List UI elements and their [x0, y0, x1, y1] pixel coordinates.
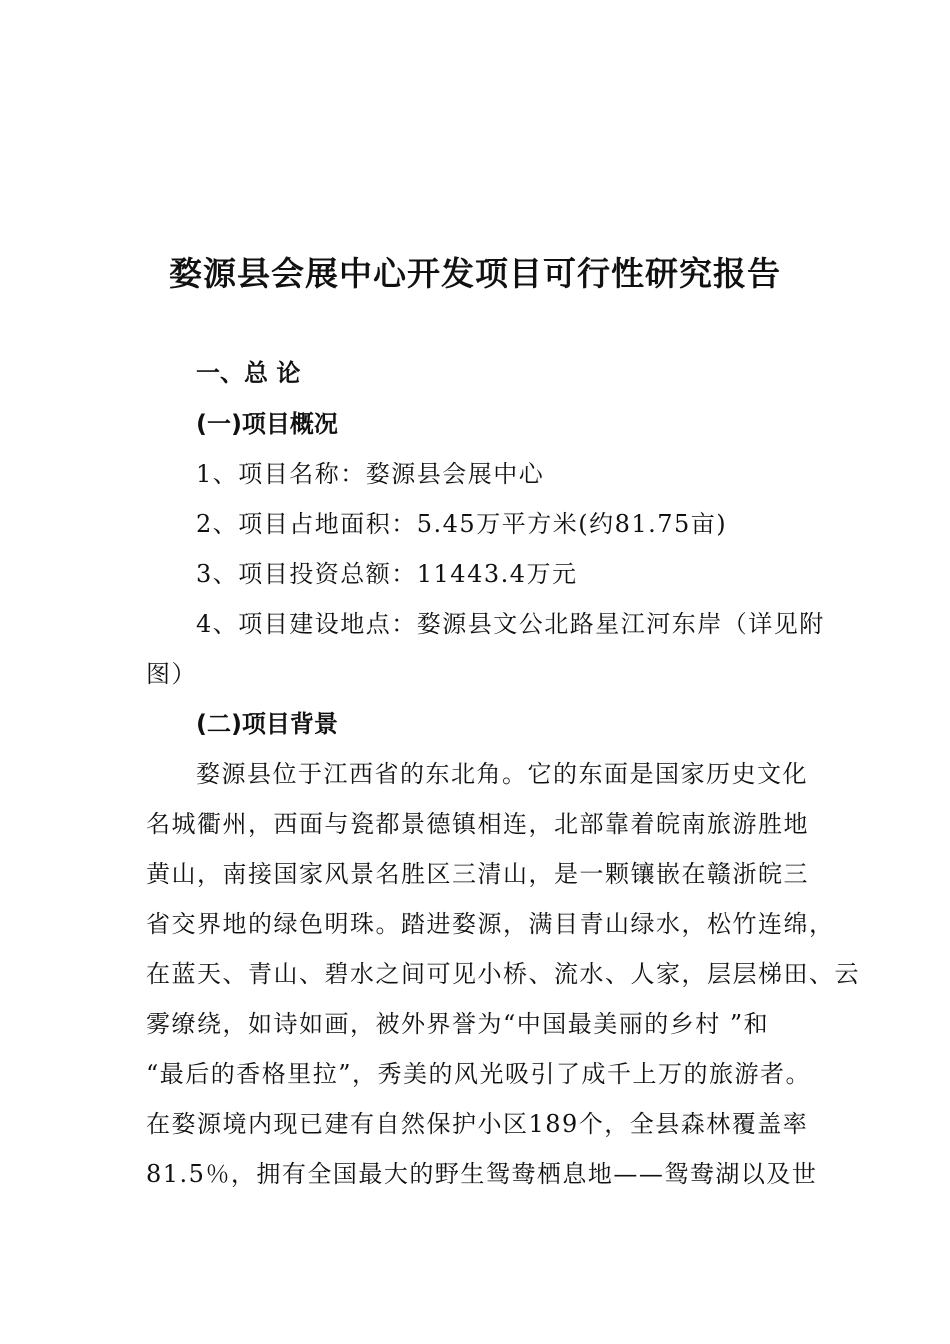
overview-item-location-cont: 图） — [146, 660, 197, 688]
background-paragraph-line: 雾缭绕，如诗如画，被外界誉为“中国最美丽的乡村 ”和 — [146, 1010, 770, 1038]
background-paragraph-line: “最后的香格里拉”，秀美的风光吸引了成千上万的旅游者。 — [146, 1060, 812, 1088]
subsection-heading-background: (二)项目背景 — [196, 710, 338, 738]
overview-item-name: 1、项目名称：婺源县会展中心 — [196, 460, 545, 488]
background-paragraph-line: 黄山，南接国家风景名胜区三清山，是一颗镶嵌在赣浙皖三 — [146, 860, 809, 888]
background-paragraph-line: 省交界地的绿色明珠。踏进婺源，满目青山绿水，松竹连绵， — [146, 910, 835, 938]
overview-item-investment: 3、项目投资总额：11443.4万元 — [196, 560, 578, 588]
background-paragraph-line: 名城衢州，西面与瓷都景德镇相连，北部靠着皖南旅游胜地 — [146, 810, 809, 838]
document-title: 婺源县会展中心开发项目可行性研究报告 — [169, 254, 781, 293]
section-heading-general: 一、总 论 — [196, 359, 301, 387]
background-paragraph-line: 在蓝天、青山、碧水之间可见小桥、流水、人家，层层梯田、云 — [146, 960, 860, 988]
background-paragraph-line: 81.5％，拥有全国最大的野生鸳鸯栖息地——鸳鸯湖以及世 — [146, 1160, 818, 1188]
background-paragraph-line: 婺源县位于江西省的东北角。它的东面是国家历史文化 — [196, 760, 808, 788]
background-paragraph-line: 在婺源境内现已建有自然保护小区189个，全县森林覆盖率 — [146, 1110, 809, 1138]
overview-item-area: 2、项目占地面积：5.45万平方米(约81.75亩) — [196, 510, 728, 538]
subsection-heading-overview: (一)项目概况 — [196, 410, 338, 438]
overview-item-location: 4、项目建设地点：婺源县文公北路星江河东岸（详见附 — [196, 610, 825, 638]
